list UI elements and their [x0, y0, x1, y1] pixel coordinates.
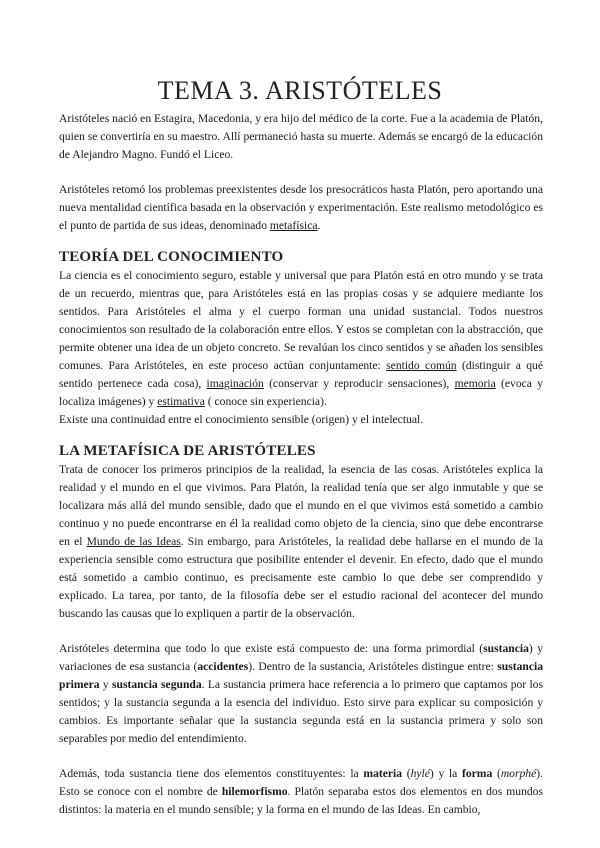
metafisica-paragraph-3: Además, toda sustancia tiene dos elementos constituyentes: la materia (hylé) y la forma (morphé). Esto se conoce con el nombre de hilemorfismo. Platón separaba estos dos elementos en dos mundos distintos: la materia en el mundo sensible; y la forma en el mundo de las Ideas. En cambio,	[59, 767, 543, 816]
term-estimativa: estimativa	[157, 395, 205, 408]
page-title: TEMA 3. ARISTÓTELES	[157, 76, 443, 105]
metafisica-paragraph-1: Trata de conocer los primeros principios de la realidad, la esencia de las cosas. Aristóteles explica la realidad y el mundo en el que vivimos. Para Platón, la realidad tenía que ser algo inmutable y que se localizara más allá del mundo sensible, dado que el mundo en el que vivimos está sometido a cambio continuo y no puede encontrarse en él la realidad como objeto de la ciencia, sino que debe encontrarse en el Mundo de las Ideas. Sin embargo, para Aristóteles, la realidad debe hallarse en el mundo de la experiencia sensible como estructura que posibilite entender el devenir. En efecto, dado que el mundo está sometido a cambio continuo, es precisamente este cambio lo que debe ser comprendido y explicado. La tarea, por tanto, de la filosofía debe ser el estudio racional del acontecer del mundo buscando las causas que lo expliquen a partir de la observación.	[59, 463, 543, 620]
intro-paragraph-2: Aristóteles retomó los problemas preexistentes desde los presocráticos hasta Platón, pero aportando una nueva mentalidad científica basada en la observación y experimentación. Este realismo metodológico es el punto de partida de sus ideas, denominado metafísica.	[59, 183, 543, 232]
conocimiento-last-line: Existe una continuidad entre el conocimiento sensible (origen) y el intelectual.	[59, 413, 424, 426]
term-imaginacion: imaginación	[206, 377, 264, 390]
term-metafisica: metafísica	[269, 219, 318, 232]
metafisica-paragraph-2: Aristóteles determina que todo lo que existe está compuesto de: una forma primordial (sustancia) y variaciones de esa sustancia (accidentes). Dentro de la sustancia, Aristóteles distingue entre: sustancia primera y sustancia segunda. La sustancia primera hace referencia a lo primero que captamos por los sentidos; y la sustancia segunda a la esencia del individuo. Esto sirve para explicar su composición y cambios. Es importante señalar que la sustancia segunda está en la sustancia primera y solo son separables por medio del entendimiento.	[59, 642, 543, 745]
term-mundo-ideas: Mundo de las Ideas	[86, 535, 181, 548]
intro-paragraph-1: Aristóteles nació en Estagira, Macedonia, y era hijo del médico de la corte. Fue a la academia de Platón, quien se convertiría en su maestro. Allí permaneció hasta su muerte. Además se encargó de la educación de Alejandro Magno. Fundó el Liceo.	[59, 112, 543, 161]
document-body	[59, 110, 543, 819]
conocimiento-paragraph: La ciencia es el conocimiento seguro, estable y universal que para Platón está en otro mundo y se trata de un recuerdo, mientras que, para Aristóteles está en las propias cosas y se adquiere mediante los sentidos. Para Aristóteles el alma y el cuerpo forman una unidad sustancial. Todos nuestros conocimientos son resultado de la colaboración entre ellos. Y estos se completan con la abstracción, que permite obtener una idea de un objeto concreto. Se revalúan los cinco sentidos y se añaden los sensibles comunes. Para Aristóteles, en este proceso actúan conjuntamente: sentido común (distinguir a qué sentido pertenece cada cosa), imaginación (conservar y reproducir sensaciones), memoria (evoca y localiza imágenes) y estimativa ( conoce sin experiencia).	[59, 269, 543, 408]
term-memoria: memoria	[454, 377, 496, 390]
section-heading-conocimiento: TEORÍA DEL CONOCIMIENTO	[59, 249, 284, 265]
section-heading-metafisica: LA METAFÍSICA DE ARISTÓTELES	[59, 443, 316, 459]
term-sentido-comun: sentido común	[386, 359, 457, 372]
